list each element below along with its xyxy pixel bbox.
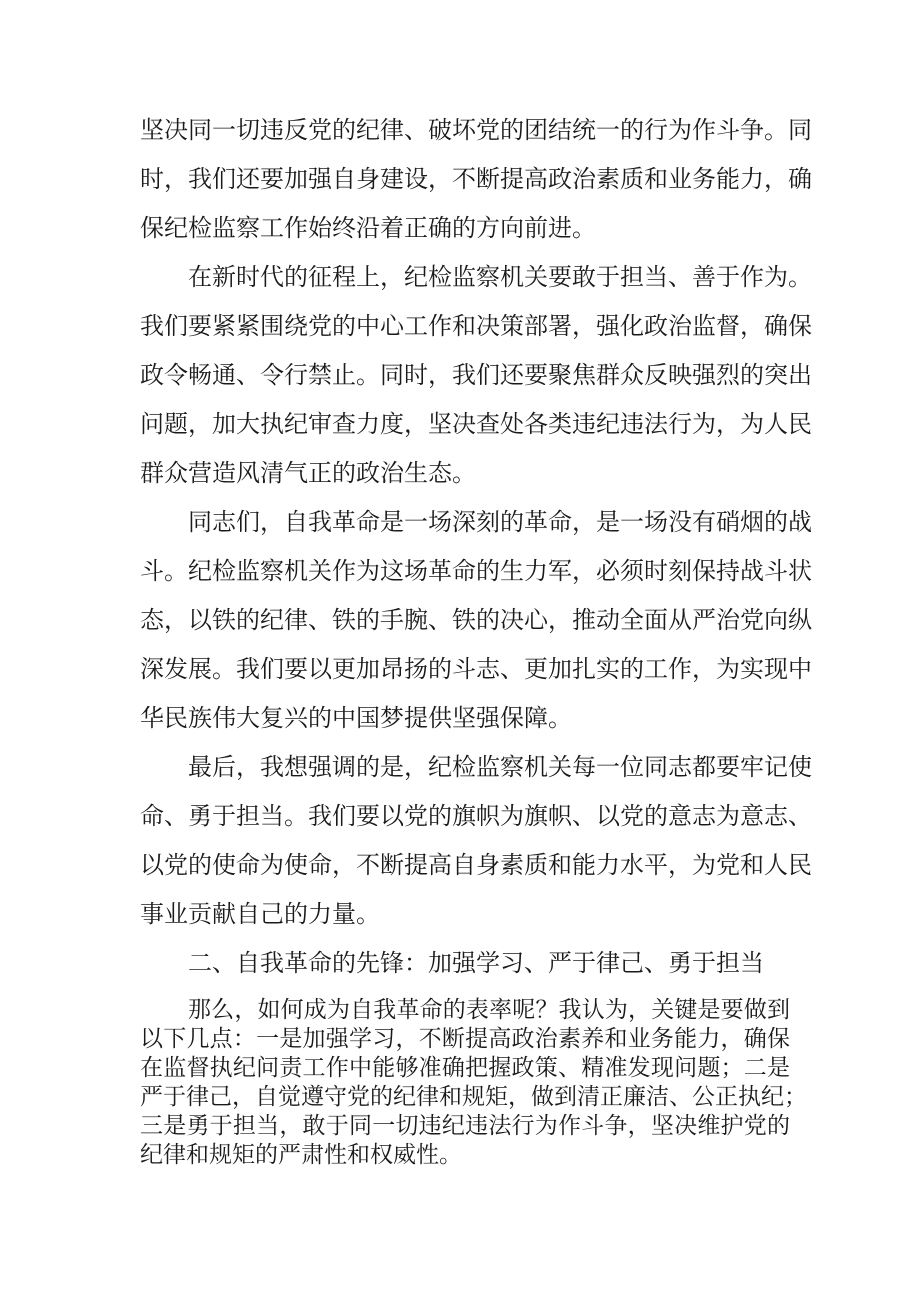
paragraph-line: 纪律和规矩的严肃性和权威性。 bbox=[140, 1142, 462, 1168]
paragraph-line: 斗。纪检监察机关作为这场革命的生力军，必须时刻保持战斗状 bbox=[140, 557, 812, 585]
paragraph-line: 同志们，自我革命是一场深刻的革命，是一场没有硝烟的战 bbox=[188, 508, 812, 536]
paragraph-line: 严于律己，自觉遵守党的纪律和规矩，做到清正廉洁、公正执纪； bbox=[140, 1084, 807, 1110]
paragraph-line: 事业贡献自己的力量。 bbox=[140, 900, 380, 928]
section-heading: 二、自我革命的先锋：加强学习、严于律己、勇于担当 bbox=[188, 949, 764, 977]
paragraph-line: 在新时代的征程上，纪检监察机关要敢于担当、善于作为。 bbox=[188, 263, 812, 291]
paragraph-line: 三是勇于担当，敢于同一切违纪违法行为作斗争，坚决维护党的 bbox=[140, 1113, 790, 1139]
paragraph-line: 保纪检监察工作始终沿着正确的方向前进。 bbox=[140, 214, 596, 242]
paragraph-line: 华民族伟大复兴的中国梦提供坚强保障。 bbox=[140, 704, 572, 732]
paragraph-line: 最后，我想强调的是，纪检监察机关每一位同志都要牢记使 bbox=[188, 753, 812, 781]
paragraph-line: 坚决同一切违反党的纪律、破坏党的团结统一的行为作斗争。同 bbox=[140, 116, 812, 144]
paragraph-line: 那么，如何成为自我革命的表率呢？我认为，关键是要做到 bbox=[188, 997, 790, 1023]
paragraph-line: 时，我们还要加强自身建设，不断提高政治素质和业务能力，确 bbox=[140, 165, 812, 193]
paragraph-line: 政令畅通、令行禁止。同时，我们还要聚焦群众反映强烈的突出 bbox=[140, 361, 812, 389]
paragraph-line: 群众营造风清气正的政治生态。 bbox=[140, 459, 476, 487]
paragraph-line: 深发展。我们要以更加昂扬的斗志、更加扎实的工作，为实现中 bbox=[140, 655, 812, 683]
paragraph-line: 在监督执纪问责工作中能够准确把握政策、精准发现问题；二是 bbox=[140, 1055, 790, 1081]
paragraph-line: 态，以铁的纪律、铁的手腕、铁的决心，推动全面从严治党向纵 bbox=[140, 606, 812, 634]
paragraph-line: 我们要紧紧围绕党的中心工作和决策部署，强化政治监督，确保 bbox=[140, 312, 812, 340]
paragraph-line: 命、勇于担当。我们要以党的旗帜为旗帜、以党的意志为意志、 bbox=[140, 802, 812, 830]
paragraph-line: 以下几点：一是加强学习，不断提高政治素养和业务能力，确保 bbox=[140, 1026, 790, 1052]
paragraph-line: 问题，加大执纪审查力度，坚决查处各类违纪违法行为，为人民 bbox=[140, 410, 812, 438]
paragraph-line: 以党的使命为使命，不断提高自身素质和能力水平，为党和人民 bbox=[140, 851, 812, 879]
